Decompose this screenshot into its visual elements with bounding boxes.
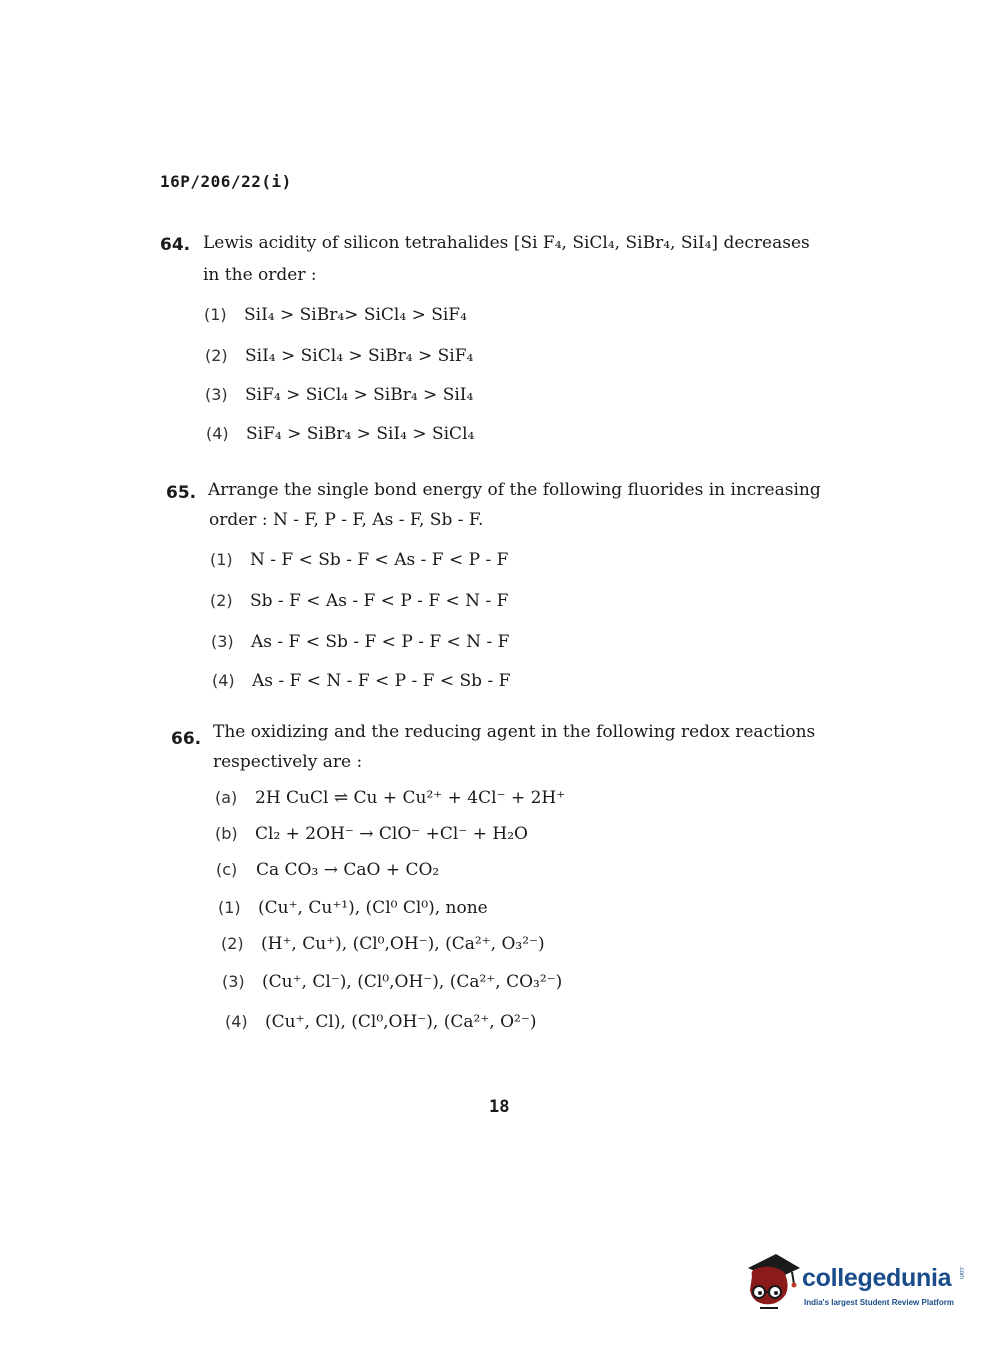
option-label: (1) (210, 550, 233, 569)
question-66-text-line1: The oxidizing and the reducing agent in the following redox reactions (213, 722, 816, 742)
option-text: (Cu⁺, Cu⁺¹), (Cl⁰ Cl⁰), none (258, 898, 488, 918)
option-text: Sb - F < As - F < P - F < N - F (250, 591, 509, 611)
reaction-text: 2H CuCl ⇌ Cu + Cu²⁺ + 4Cl⁻ + 2H⁺ (255, 788, 566, 808)
question-64-option-1 (204, 305, 467, 325)
question-64-text-line1: Lewis acidity of silicon tetrahalides [Si F₄, SiCl₄, SiBr₄, SiI₄] decreases (203, 233, 810, 253)
page-number: 18 (489, 1097, 510, 1117)
question-66-option-1 (218, 898, 488, 918)
question-65-option-3 (211, 632, 509, 652)
option-label: (2) (210, 591, 233, 610)
question-64-text-line2: in the order : (203, 265, 317, 285)
question-65-text-line2: order : N - F, P - F, As - F, Sb - F. (209, 510, 484, 530)
option-text: As - F < Sb - F < P - F < N - F (251, 632, 510, 652)
option-label: (4) (206, 424, 229, 443)
question-65-text-line1: Arrange the single bond energy of the following fluorides in increasing (208, 480, 821, 500)
question-66-option-3 (222, 972, 562, 992)
option-label: (3) (211, 632, 234, 651)
option-label: (3) (205, 385, 228, 404)
option-text: SiF₄ > SiCl₄ > SiBr₄ > SiI₄ (245, 385, 474, 405)
option-label: (2) (205, 346, 228, 365)
option-text: SiI₄ > SiBr₄> SiCl₄ > SiF₄ (244, 305, 467, 325)
option-label: (1) (204, 305, 227, 324)
option-label: (4) (225, 1012, 248, 1031)
question-65-option-1 (210, 550, 508, 570)
question-66-text-line2: respectively are : (213, 752, 363, 772)
collegedunia-suffix: .com (958, 1266, 964, 1280)
question-66-reaction-a (215, 788, 565, 808)
option-text: (Cu⁺, Cl), (Cl⁰,OH⁻), (Ca²⁺, O²⁻) (265, 1012, 537, 1032)
paper-code: 16P/206/22(i) (160, 172, 292, 191)
question-64-option-3 (205, 385, 473, 405)
reaction-label: (a) (215, 788, 238, 807)
collegedunia-brand: collegedunia (802, 1264, 952, 1292)
question-64-option-2 (205, 346, 473, 366)
option-label: (2) (221, 934, 244, 953)
reaction-label: (c) (216, 860, 238, 879)
option-label: (3) (222, 972, 245, 991)
option-label: (1) (218, 898, 241, 917)
question-64-number: 64. (160, 235, 191, 255)
question-66-reaction-b (215, 824, 528, 844)
option-text: N - F < Sb - F < As - F < P - F (250, 550, 509, 570)
question-66-reaction-c (216, 860, 439, 880)
question-65-option-2 (210, 591, 508, 611)
question-64-option-4 (206, 424, 474, 444)
option-text: SiI₄ > SiCl₄ > SiBr₄ > SiF₄ (245, 346, 474, 366)
question-66-number: 66. (171, 729, 202, 749)
option-label: (4) (212, 671, 235, 690)
collegedunia-mascot-icon (742, 1250, 804, 1314)
option-text: As - F < N - F < P - F < Sb - F (252, 671, 511, 691)
question-66-option-2 (221, 934, 545, 954)
option-text: SiF₄ > SiBr₄ > SiI₄ > SiCl₄ (246, 424, 475, 444)
option-text: (Cu⁺, Cl⁻), (Cl⁰,OH⁻), (Ca²⁺, CO₃²⁻) (262, 972, 563, 992)
reaction-text: Ca CO₃ → CaO + CO₂ (256, 860, 440, 880)
option-text: (H⁺, Cu⁺), (Cl⁰,OH⁻), (Ca²⁺, O₃²⁻) (261, 934, 545, 954)
question-65-option-4 (212, 671, 510, 691)
question-66-option-4 (225, 1012, 536, 1032)
collegedunia-tagline: India's largest Student Review Platform (804, 1298, 954, 1307)
reaction-label: (b) (215, 824, 238, 843)
question-65-number: 65. (166, 483, 197, 503)
reaction-text: Cl₂ + 2OH⁻ → ClO⁻ +Cl⁻ + H₂O (255, 824, 528, 844)
collegedunia-watermark (742, 1250, 972, 1320)
